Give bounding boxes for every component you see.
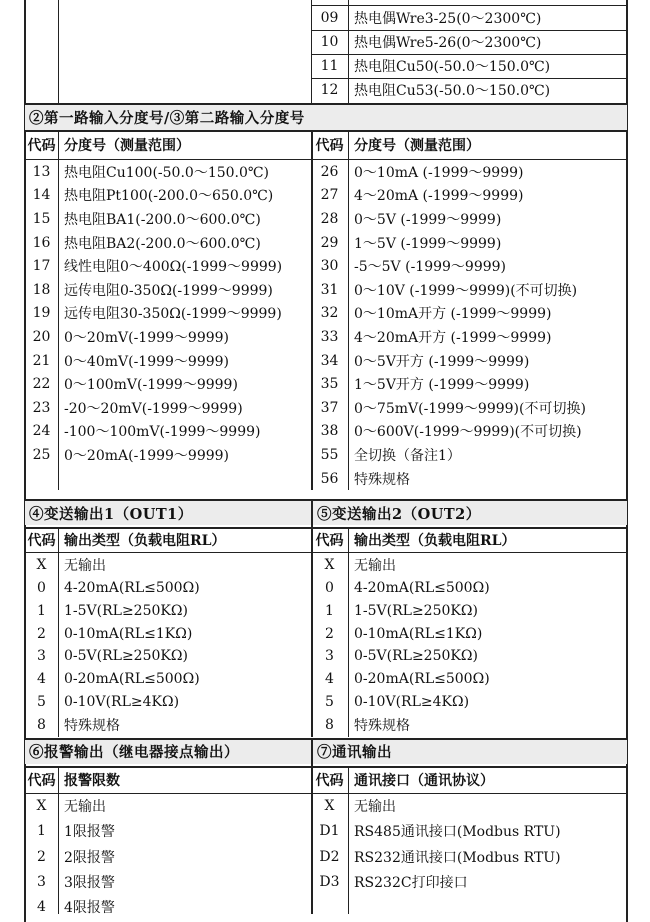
alarm-code: 3 — [37, 873, 46, 890]
col-header-alarm-count: 报警限数 — [64, 772, 120, 789]
column-divider — [58, 130, 59, 490]
scale-desc: 0～5V开方 (-1999～9999) — [354, 353, 530, 370]
scale-code: 14 — [32, 187, 51, 204]
scale-desc: 特殊规格 — [354, 471, 410, 488]
output-code: 5 — [325, 694, 334, 711]
alarm-code: X — [36, 798, 47, 815]
scale-code: 25 — [32, 446, 51, 463]
column-divider — [311, 499, 313, 736]
scale-code: 13 — [32, 163, 51, 180]
col-header-output-type: 输出类型（负载电阻RL） — [64, 533, 226, 550]
output-desc: 0-10mA(RL≤1KΩ) — [354, 625, 483, 642]
scale-code — [25, 467, 58, 491]
scale-code: 56 — [320, 470, 339, 487]
scale-desc: 全切换（备注1） — [354, 447, 461, 464]
comm-desc: RS485通讯接口(Modbus RTU) — [354, 824, 561, 841]
output-code: 3 — [325, 648, 334, 665]
output-desc: 特殊规格 — [64, 718, 120, 735]
output-code: 5 — [37, 694, 46, 711]
scale-desc: 0～100mV(-1999～9999) — [64, 377, 238, 394]
section-title-out2: ⑤变送输出2（OUT2） — [311, 501, 627, 525]
column-divider — [311, 738, 313, 914]
scale-desc: -100～100mV(-1999～9999) — [64, 424, 261, 441]
output-desc: 1-5V(RL≥250KΩ) — [64, 602, 188, 619]
scale-code: 33 — [320, 328, 339, 345]
output-code: 2 — [325, 625, 334, 642]
comm-code: D2 — [319, 848, 340, 865]
output-desc: 0-10V(RL≥4KΩ) — [64, 694, 180, 711]
scale-desc: 热电阻BA1(-200.0～600.0℃) — [64, 211, 261, 228]
scale-code: 19 — [32, 305, 51, 322]
alarm-desc: 2限报警 — [64, 849, 115, 866]
section-title-alarm: ⑥报警输出（继电器接点输出） — [25, 740, 311, 764]
comm-desc: RS232C打印接口 — [354, 874, 468, 891]
column-divider — [348, 766, 349, 914]
col-header-code: 代码 — [27, 533, 56, 550]
comm-desc: RS232通讯接口(Modbus RTU) — [354, 849, 561, 866]
output-code: 4 — [37, 671, 46, 688]
scale-code: 22 — [32, 376, 51, 393]
output-code: 3 — [37, 648, 46, 665]
scale-desc: 1～5V (-1999～9999) — [354, 235, 502, 252]
scale-code: 27 — [320, 187, 339, 204]
output-code: 2 — [37, 625, 46, 642]
output-desc: 无输出 — [64, 557, 106, 574]
comm-code: D3 — [319, 873, 340, 890]
scale-code: 20 — [32, 328, 51, 345]
column-divider — [58, 527, 59, 736]
input-desc: 热电阻Cu50(-50.0～150.0℃) — [354, 59, 551, 75]
alarm-code: 1 — [37, 823, 46, 840]
scale-code: 34 — [320, 352, 339, 369]
scale-desc: 热电阻Pt100(-200.0～650.0℃) — [64, 188, 274, 205]
scale-code: 16 — [32, 234, 51, 251]
scale-desc — [64, 467, 309, 491]
output-desc: 0-10V(RL≥4KΩ) — [354, 694, 470, 711]
scale-desc: 0～5V (-1999～9999) — [354, 211, 502, 228]
output-desc: 0-20mA(RL≤500Ω) — [64, 671, 200, 688]
alarm-code: 2 — [37, 848, 46, 865]
input-code: 11 — [320, 58, 339, 74]
scale-code: 29 — [320, 234, 339, 251]
output-desc: 0-20mA(RL≤500Ω) — [354, 671, 490, 688]
output-code: 1 — [37, 602, 46, 619]
scale-desc: -5～5V (-1999～9999) — [354, 259, 507, 276]
output-code: 0 — [37, 579, 46, 596]
scale-code: 17 — [32, 258, 51, 275]
scale-code: 26 — [320, 163, 339, 180]
input-desc: 热电偶Wre3-25(0～2300℃) — [354, 11, 542, 27]
column-divider — [348, 0, 349, 103]
col-header-scale: 分度号（测量范围） — [354, 138, 480, 154]
output-code: X — [36, 556, 47, 573]
col-header-comm-interface: 通讯接口（通讯协议） — [354, 772, 494, 789]
output-desc: 4-20mA(RL≤500Ω) — [354, 579, 490, 596]
scale-desc: 热电阻Cu100(-50.0～150.0℃) — [64, 164, 270, 181]
comm-code: D1 — [319, 823, 340, 840]
input-code: 12 — [320, 82, 339, 98]
scale-code: 23 — [32, 399, 51, 416]
scale-desc: 1～5V开方 (-1999～9999) — [354, 377, 530, 394]
column-divider — [58, 0, 59, 103]
output-code: 1 — [325, 602, 334, 619]
alarm-desc: 1限报警 — [64, 824, 115, 841]
alarm-code: 4 — [37, 898, 46, 915]
scale-code: 24 — [32, 423, 51, 440]
input-code: 10 — [320, 34, 339, 50]
scale-desc: 0～10V (-1999～9999)(不可切换) — [354, 282, 578, 299]
comm-desc: 无输出 — [354, 799, 396, 816]
scale-code: 37 — [320, 399, 339, 416]
output-code: 8 — [37, 717, 46, 734]
col-header-code: 代码 — [315, 772, 344, 789]
scale-code: 31 — [320, 281, 339, 298]
scale-code: 38 — [320, 423, 339, 440]
output-code: 0 — [325, 579, 334, 596]
col-header-code: 代码 — [315, 533, 344, 550]
scale-code: 32 — [320, 305, 339, 322]
scale-desc: 热电阻BA2(-200.0～600.0℃) — [64, 235, 261, 252]
output-desc: 0-5V(RL≥250KΩ) — [64, 648, 188, 665]
scale-desc: 线性电阻0～400Ω(-1999～9999) — [64, 259, 283, 276]
output-code: X — [324, 556, 335, 573]
col-header-code: 代码 — [315, 138, 344, 154]
scale-desc: 4～20mA (-1999～9999) — [354, 188, 524, 205]
alarm-desc: 3限报警 — [64, 874, 115, 891]
scale-code: 35 — [320, 376, 339, 393]
output-code: 4 — [325, 671, 334, 688]
output-desc: 0-10mA(RL≤1KΩ) — [64, 625, 193, 642]
output-desc: 0-5V(RL≥250KΩ) — [354, 648, 478, 665]
scale-desc: 4～20mA开方 (-1999～9999) — [354, 329, 552, 346]
col-header-code: 代码 — [27, 138, 56, 154]
output-code: 8 — [325, 717, 334, 734]
section-title-input-scale: ②第一路输入分度号/③第二路输入分度号 — [25, 105, 627, 130]
input-desc: 热电阻Cu53(-50.0～150.0℃) — [354, 83, 551, 99]
col-header-output-type: 输出类型（负载电阻RL） — [354, 533, 516, 550]
col-header-scale: 分度号（测量范围） — [64, 138, 190, 154]
input-code: 09 — [320, 10, 339, 26]
scale-code: 55 — [320, 446, 339, 463]
scale-desc: 0～10mA (-1999～9999) — [354, 164, 524, 181]
comm-code: X — [324, 798, 335, 815]
column-divider — [348, 527, 349, 736]
section-title-comm: ⑦通讯输出 — [311, 740, 627, 764]
scale-desc: 0～20mA(-1999～9999) — [64, 447, 230, 464]
scale-desc: 远传电阻0-350Ω(-1999～9999) — [64, 282, 273, 299]
scale-code: 28 — [320, 210, 339, 227]
output-desc: 无输出 — [354, 557, 396, 574]
scale-desc: -20～20mV(-1999～9999) — [64, 400, 243, 417]
output-desc: 1-5V(RL≥250KΩ) — [354, 602, 478, 619]
output-desc: 4-20mA(RL≤500Ω) — [64, 579, 200, 596]
scale-code: 30 — [320, 258, 339, 275]
alarm-desc: 4限报警 — [64, 899, 115, 916]
scale-desc: 远传电阻30-350Ω(-1999～9999) — [64, 306, 282, 323]
column-divider — [348, 130, 349, 490]
scale-desc: 0～10mA开方 (-1999～9999) — [354, 306, 552, 323]
alarm-desc: 无输出 — [64, 799, 106, 816]
column-divider — [311, 130, 313, 490]
scale-desc: 0～40mV(-1999～9999) — [64, 353, 230, 370]
column-divider — [58, 766, 59, 914]
input-desc: 热电偶Wre5-26(0～2300℃) — [354, 35, 542, 51]
scale-code: 21 — [32, 352, 51, 369]
scale-code: 15 — [32, 210, 51, 227]
scale-desc: 0～75mV(-1999～9999)(不可切换) — [354, 400, 586, 417]
scale-code: 18 — [32, 281, 51, 298]
scale-desc: 0～20mV(-1999～9999) — [64, 329, 230, 346]
col-header-code: 代码 — [27, 772, 56, 789]
scale-desc: 0～600V(-1999～9999)(不可切换) — [354, 424, 582, 441]
output-desc: 特殊规格 — [354, 718, 410, 735]
section-title-out1: ④变送输出1（OUT1） — [25, 501, 311, 525]
